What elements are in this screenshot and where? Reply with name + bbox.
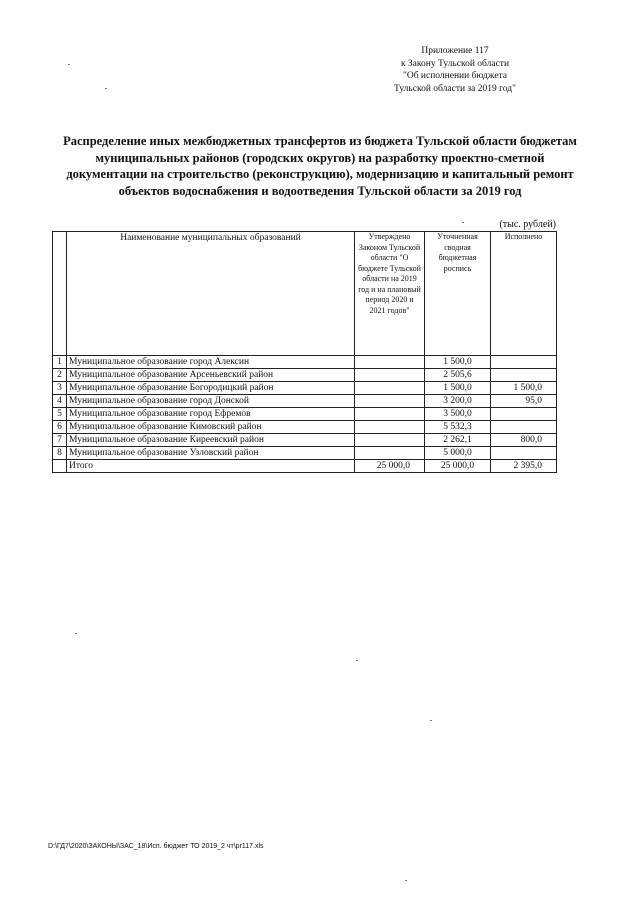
row-name: Муниципальное образование Узловский район [67,447,355,460]
row-executed: 800,0 [491,434,557,447]
row-name: Муниципальное образование Арсеньевский район [67,369,355,382]
document-title: Распределение иных межбюджетных трансфертов из бюджета Тульской области бюджетам муниципальных районов (городских округов) на разработку проектно-сметной документации на строительство (реконструкцию), модернизацию и капитальный ремонт объектов водоснабжения и водоотведения Тульской области за 2019 год [63,134,577,198]
header-approved: Утверждено Законом Тульской области "О бюджете Тульской области на 2019 год и на плановый период 2020 и 2021 годов" [355,232,425,356]
table-body [53,356,557,473]
table-total-row [53,460,557,473]
row-approved: 25 000,0 [355,460,425,473]
table-row [53,369,557,382]
row-number: 6 [53,421,67,434]
scan-speck [356,660,358,661]
table-header-row [53,232,557,356]
row-approved [355,408,425,421]
scan-speck [405,880,407,881]
row-number: 8 [53,447,67,460]
table-row [53,434,557,447]
scan-speck [68,64,70,65]
scan-speck [75,633,77,634]
row-revised: 2 262,1 [425,434,491,447]
appendix-block [370,45,540,95]
row-approved [355,447,425,460]
row-number: 1 [53,356,67,369]
row-approved [355,421,425,434]
row-revised: 5 000,0 [425,447,491,460]
scan-speck [430,720,432,721]
row-name: Муниципальное образование Киреевский район [67,434,355,447]
row-number: 7 [53,434,67,447]
row-name: Муниципальное образование город Донской [67,395,355,408]
units-label: (тыс. рублей) [499,219,556,230]
row-executed: 95,0 [491,395,557,408]
row-revised: 25 000,0 [425,460,491,473]
row-revised: 3 200,0 [425,395,491,408]
row-approved [355,369,425,382]
row-executed [491,356,557,369]
row-number [53,460,67,473]
row-executed [491,408,557,421]
row-name: Муниципальное образование Богородицкий район [67,382,355,395]
table-row [53,382,557,395]
row-name: Итого [67,460,355,473]
row-approved [355,356,425,369]
header-num [53,232,67,356]
header-name: Наименование муниципальных образований [67,232,355,356]
table-row [53,408,557,421]
row-revised: 3 500,0 [425,408,491,421]
row-number: 4 [53,395,67,408]
row-revised: 2 505,6 [425,369,491,382]
table-row [53,395,557,408]
row-executed [491,369,557,382]
header-revised: Уточненная сводная бюджетная роспись [425,232,491,356]
row-number: 2 [53,369,67,382]
row-revised: 1 500,0 [425,382,491,395]
appendix-line-1: Приложение 117 [421,46,489,56]
transfers-table [52,231,557,473]
appendix-line-2: к Закону Тульской области [400,58,510,69]
row-executed: 2 395,0 [491,460,557,473]
row-number: 3 [53,382,67,395]
row-approved [355,395,425,408]
row-name: Муниципальное образование город Ефремов [67,408,355,421]
table-row [53,356,557,369]
row-name: Муниципальное образование Кимовский район [67,421,355,434]
header-executed: Исполнено [491,232,557,356]
row-approved [355,434,425,447]
row-revised: 5 532,3 [425,421,491,434]
row-executed: 1 500,0 [491,382,557,395]
row-executed [491,447,557,460]
table-row [53,421,557,434]
row-executed [491,421,557,434]
row-approved [355,382,425,395]
appendix-line-3: "Об исполнении бюджета [402,71,508,81]
scan-speck [462,222,464,223]
scan-speck [105,88,107,89]
table-row [53,447,557,460]
row-name: Муниципальное образование город Алексин [67,356,355,369]
row-revised: 1 500,0 [425,356,491,369]
appendix-line-4: Тульской области за 2019 год" [394,83,516,94]
row-number: 5 [53,408,67,421]
file-path-footer: D:\ГД7\2020\ЗАКОНЫ\ЗАС_18\Исп. бюджет ТО 2019_2 чт\pr117.xls [48,843,264,850]
